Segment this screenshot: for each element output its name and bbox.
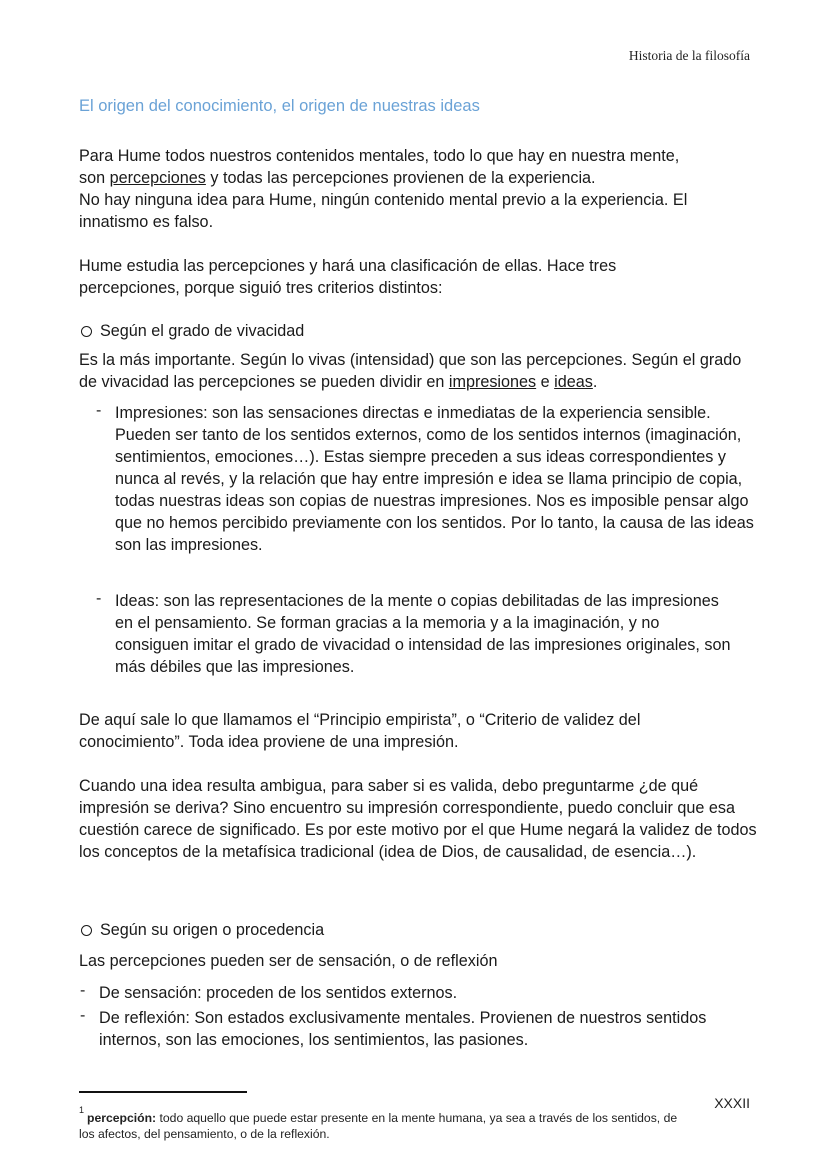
circle-bullet-icon: [81, 925, 92, 936]
circle-bullet-icon: [81, 326, 92, 337]
list-item-text: Impresiones: son las sensaciones directas e inmediatas de la experiencia sensible. Pueden ser tanto de los sentidos externos, como de los sentidos internos (imaginación, sentimientos, emociones…). Estas siempre preceden a sus ideas correspondientes y nunca al revés, y la relación que hay entre impresión e idea se llama principio de copia, todas nuestras ideas son copias de nuestras impresiones. Nos es imposible pensar algo que no hemos percibido previamente con los sentidos. Por lo tanto, la causa de las ideas son las impresiones.: [115, 404, 754, 554]
list-item-sensacion: [80, 982, 739, 1004]
running-header: Historia de la filosofía: [628, 48, 750, 63]
percepciones-footnote-term: percepciones: [109, 169, 206, 187]
footnote-term: percepción:: [87, 1111, 157, 1126]
intro-line-3: No hay ninguna idea para Hume, ningún contenido mental previo a la experiencia. El innatismo es falso.: [79, 191, 688, 231]
criterion-2-description: Las percepciones pueden ser de sensación, o de reflexión: [79, 952, 498, 970]
criterion-1-desc-mid: e: [536, 373, 555, 391]
footnote-number: 1: [79, 1105, 85, 1115]
intro-line-2-pre: son: [79, 169, 110, 187]
impresiones-term: impresiones: [448, 373, 537, 391]
section-title: El origen del conocimiento, el origen de nuestras ideas: [79, 97, 480, 115]
criterion-1-desc-pre: Es la más importante. Según lo vivas (intensidad) que son las percepciones. Según el grado de vivacidad las percepciones se pueden dividir en: [79, 351, 742, 391]
classification-paragraph: Hume estudia las percepciones y hará una clasificación de ellas. Hace tres percepciones, porque siguió tres criterios distintos:: [79, 257, 617, 297]
dash-bullet-icon: -: [80, 1007, 86, 1024]
ideas-term: ideas: [554, 373, 593, 391]
principle-paragraph: De aquí sale lo que llamamos el “Principio empirista”, o “Criterio de validez del conocimiento”. Toda idea proviene de una impresión.: [79, 711, 641, 751]
list-item-ideas: [96, 590, 735, 678]
criterion-1-heading-text: Según el grado de vivacidad: [100, 322, 305, 340]
page-number: XXXII: [714, 1095, 750, 1111]
list-item-text: De sensación: proceden de los sentidos externos.: [99, 984, 458, 1002]
intro-line-2-post: y todas las percepciones provienen de la experiencia.: [205, 169, 596, 187]
dash-bullet-icon: -: [96, 590, 102, 607]
intro-line-1: Para Hume todos nuestros contenidos mentales, todo lo que hay en nuestra mente,: [79, 147, 680, 165]
criterion-1-desc-end: .: [592, 373, 598, 391]
criterion-1-description: [79, 349, 754, 393]
list-item-text: Ideas: son las representaciones de la mente o copias debilitadas de las impresiones en el pensamiento. Se forman gracias a la memoria y a la imaginación, y no consiguen imitar el grado de vivacidad o intensidad de las impresiones originales, son más débiles que las impresiones.: [115, 592, 731, 676]
criterion-2-heading: [79, 919, 324, 941]
criterion-1-heading: [79, 320, 304, 342]
footnote-text: todo aquello que puede estar presente en la mente humana, ya sea a través de los sentidos, de los afectos, del pensamiento, o de la reflexión.: [79, 1111, 678, 1142]
intro-paragraph: [79, 145, 759, 233]
ambiguous-paragraph: Cuando una idea resulta ambigua, para saber si es valida, debo preguntarme ¿de qué impresión se deriva? Sino encuentro su impresión correspondiente, puedo concluir que esa cuestión carece de significado. Es por este motivo por el que Hume negará la validez de todos los conceptos de la metafísica tradicional (idea de Dios, de causalidad, de esencia…).: [79, 777, 757, 861]
list-item-reflexion: [80, 1007, 739, 1051]
list-item-text: De reflexión: Son estados exclusivamente mentales. Provienen de nuestros sentidos internos, son las emociones, los sentimientos, las pasiones.: [99, 1009, 707, 1049]
criterion-2-heading-text: Según su origen o procedencia: [100, 921, 325, 939]
dash-bullet-icon: -: [96, 402, 102, 419]
footnote: [79, 1106, 679, 1142]
dash-bullet-icon: -: [80, 982, 86, 999]
footnote-divider: [79, 1091, 247, 1093]
list-item-impresiones: [96, 402, 755, 556]
